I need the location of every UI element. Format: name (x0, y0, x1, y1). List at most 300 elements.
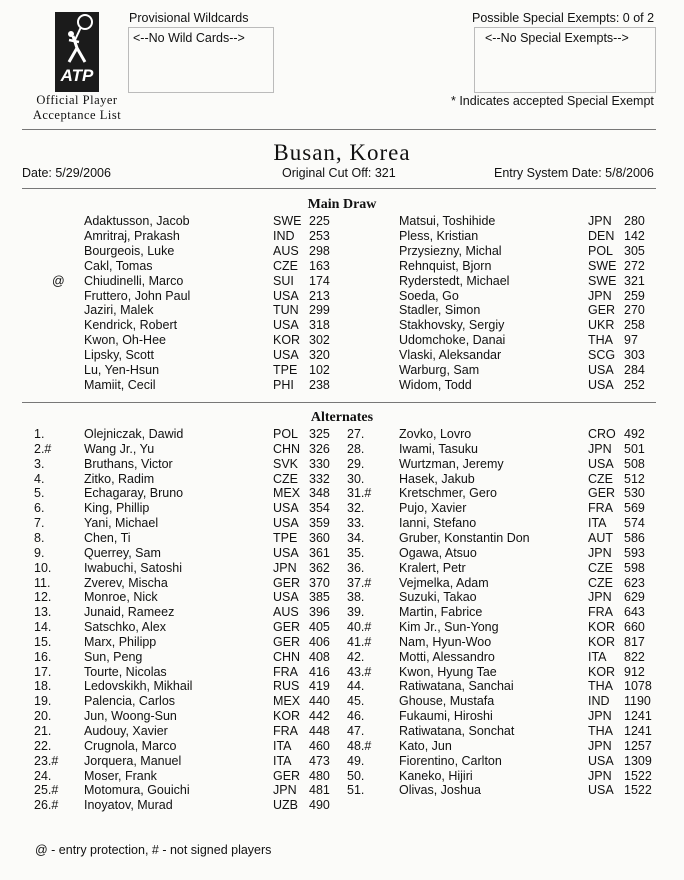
player-rank: 370 (309, 575, 330, 590)
player-rank: 330 (309, 456, 330, 471)
player-country: CHN (273, 441, 301, 456)
player-name: Stakhovsky, Sergiy (399, 318, 505, 333)
legend: @ - entry protection, # - not signed players (35, 843, 272, 857)
alternate-number: 38. (347, 590, 365, 605)
player-country: FRA (273, 724, 298, 738)
player-country: JPN (588, 288, 612, 303)
player-name: Palencia, Carlos (84, 694, 176, 709)
alternate-number: 40.# (347, 620, 372, 635)
alternate-number: 19. (34, 694, 52, 709)
alternate-number: 45. (347, 694, 365, 709)
player-rank: 97 (624, 333, 638, 348)
player-rank: 1078 (624, 679, 652, 694)
player-name: Lu, Yen-Hsun (84, 363, 160, 377)
player-rank: 416 (309, 664, 330, 679)
player-name: Gruber, Konstantin Don (399, 530, 530, 545)
alternate-row (0, 665, 684, 680)
player-name: Soeda, Go (399, 288, 459, 303)
alternate-number: 49. (347, 753, 365, 768)
player-country: ITA (273, 738, 292, 753)
player-rank: 492 (624, 427, 645, 441)
alternate-row (0, 635, 684, 650)
player-country: JPN (588, 441, 612, 456)
player-country: RUS (273, 679, 300, 694)
player-name: Zitko, Radim (84, 471, 155, 486)
player-country: CZE (588, 560, 613, 575)
player-name: Junaid, Rameez (84, 605, 175, 620)
alternate-row (0, 531, 684, 546)
player-name: Fukaumi, Hiroshi (399, 709, 493, 724)
player-rank: 440 (309, 694, 330, 709)
player-rank: 1241 (624, 709, 652, 724)
main-draw-title: Main Draw (307, 197, 377, 212)
wildcards-box (128, 27, 274, 93)
player-rank: 419 (309, 679, 330, 694)
player-country: POL (273, 427, 299, 441)
player-rank: 320 (309, 348, 330, 363)
player-rank: 318 (309, 318, 330, 333)
player-name: Kralert, Petr (399, 560, 466, 575)
player-country: IND (273, 228, 295, 243)
alternate-row (0, 783, 684, 798)
alternate-number: 51. (347, 783, 365, 798)
alternate-number: 8. (34, 530, 45, 545)
original-cutoff: Original Cut Off: 321 (282, 166, 396, 180)
player-country: KOR (273, 709, 301, 724)
player-name: Motti, Alessandro (399, 649, 495, 664)
alternate-number: 15. (34, 634, 52, 649)
player-rank: 1522 (624, 783, 652, 798)
player-name: Amritraj, Prakash (84, 228, 180, 243)
player-country: USA (588, 363, 614, 377)
alternate-row (0, 798, 684, 813)
player-country: SVK (273, 456, 299, 471)
player-name: Kendrick, Robert (84, 318, 178, 333)
player-country: CZE (273, 258, 298, 273)
player-rank: 102 (309, 363, 330, 377)
player-name: Echagaray, Bruno (84, 486, 184, 501)
player-name: Crugnola, Marco (84, 738, 177, 753)
alternate-row (0, 605, 684, 620)
player-name: Nam, Hyun-Woo (399, 634, 492, 649)
player-rank: 586 (624, 530, 645, 545)
player-name: Martin, Fabrice (399, 605, 483, 620)
main-draw-row (0, 274, 684, 289)
special-exempts-value: <--No Special Exempts--> (485, 31, 629, 45)
player-rank: 385 (309, 590, 330, 605)
main-draw-row (0, 303, 684, 318)
alternate-number: 23.# (34, 753, 59, 768)
alternate-number: 22. (34, 738, 52, 753)
player-rank: 406 (309, 634, 330, 649)
player-country: USA (273, 516, 299, 531)
alternate-row (0, 486, 684, 501)
player-name: Olivas, Joshua (399, 783, 481, 798)
player-country: TPE (273, 363, 298, 377)
player-rank: 660 (624, 620, 645, 635)
player-country: KOR (588, 664, 616, 679)
player-country: UKR (588, 318, 615, 333)
player-rank: 593 (624, 545, 645, 560)
player-name: Chen, Ti (84, 530, 131, 545)
player-country: USA (273, 348, 299, 363)
alternate-number: 1. (34, 427, 45, 441)
player-rank: 142 (624, 228, 645, 243)
player-name: Zverev, Mischa (84, 575, 168, 590)
player-name: Ratiwatana, Sonchat (399, 724, 515, 738)
divider (22, 129, 656, 130)
player-country: JPN (588, 545, 612, 560)
alternate-row (0, 679, 684, 694)
main-draw-row (0, 348, 684, 363)
player-name: Sun, Peng (84, 649, 143, 664)
player-rank: 362 (309, 560, 330, 575)
player-country: JPN (588, 214, 612, 228)
player-country: POL (588, 243, 614, 258)
player-name: Udomchoke, Danai (399, 333, 506, 348)
player-country: ITA (588, 516, 607, 531)
wildcards-value: <--No Wild Cards--> (133, 31, 245, 45)
player-rank: 1241 (624, 724, 652, 738)
alternate-row (0, 472, 684, 487)
player-rank: 501 (624, 441, 645, 456)
player-name: Jorquera, Manuel (84, 753, 182, 768)
player-name: Iwami, Tasuku (399, 441, 478, 456)
player-name: Moser, Frank (84, 768, 157, 783)
alternate-number: 34. (347, 530, 365, 545)
player-name: Kato, Jun (399, 738, 452, 753)
player-name: Mamiit, Cecil (84, 377, 156, 392)
alternate-number: 27. (347, 427, 365, 441)
player-rank: 302 (309, 333, 330, 348)
player-name: Bruthans, Victor (84, 456, 173, 471)
main-draw-row (0, 363, 684, 378)
player-rank: 629 (624, 590, 645, 605)
alternate-number: 10. (34, 560, 52, 575)
entry-mark: @ (52, 273, 65, 288)
player-country: DEN (588, 228, 615, 243)
alternate-row (0, 694, 684, 709)
player-country: FRA (588, 605, 613, 620)
special-exempts-label: Possible Special Exempts: 0 of 2 (472, 11, 655, 25)
player-country: CHN (273, 649, 301, 664)
player-name: Jun, Woong-Sun (84, 709, 177, 724)
player-country: FRA (588, 501, 613, 516)
player-name: Kwon, Hyung Tae (399, 664, 497, 679)
player-name: Inoyatov, Murad (84, 798, 173, 813)
main-draw-row (0, 289, 684, 304)
alternate-number: 21. (34, 724, 52, 738)
player-country: SWE (588, 258, 617, 273)
player-rank: 252 (624, 377, 645, 392)
player-name: Monroe, Nick (84, 590, 158, 605)
alternate-row (0, 590, 684, 605)
alternate-number: 48.# (347, 738, 372, 753)
player-rank: 448 (309, 724, 330, 738)
player-country: THA (588, 724, 613, 738)
main-draw-row (0, 229, 684, 244)
player-rank: 408 (309, 649, 330, 664)
player-name: Ogawa, Atsuo (399, 545, 477, 560)
player-name: Marx, Philipp (84, 634, 157, 649)
main-draw-row (0, 214, 684, 229)
alternate-number: 36. (347, 560, 365, 575)
alternates-title: Alternates (310, 410, 374, 425)
main-draw-row (0, 333, 684, 348)
player-country: USA (588, 783, 614, 798)
player-name: Stadler, Simon (399, 303, 481, 318)
divider (22, 402, 656, 403)
player-country: KOR (588, 634, 616, 649)
alternate-row (0, 576, 684, 591)
player-rank: 405 (309, 620, 330, 635)
player-name: Ghouse, Mustafa (399, 694, 495, 709)
player-rank: 303 (624, 348, 645, 363)
player-rank: 490 (309, 798, 330, 813)
player-country: MEX (273, 694, 301, 709)
player-country: ITA (588, 649, 607, 664)
player-country: JPN (588, 768, 612, 783)
player-country: USA (273, 288, 299, 303)
player-rank: 321 (624, 273, 645, 288)
player-rank: 460 (309, 738, 330, 753)
player-rank: 270 (624, 303, 645, 318)
player-rank: 623 (624, 575, 645, 590)
player-name: Fiorentino, Carlton (399, 753, 502, 768)
player-name: Widom, Todd (399, 377, 472, 392)
alternate-row (0, 546, 684, 561)
player-name: Motomura, Gouichi (84, 783, 190, 798)
alternate-number: 11. (34, 575, 51, 590)
main-draw-row (0, 318, 684, 333)
alternate-number: 7. (34, 516, 45, 531)
alternate-number: 5. (34, 486, 45, 501)
player-name: Yani, Michael (84, 516, 159, 531)
alternate-row (0, 457, 684, 472)
divider (22, 188, 656, 189)
player-rank: 326 (309, 441, 330, 456)
player-rank: 442 (309, 709, 330, 724)
alternate-row (0, 769, 684, 784)
player-rank: 280 (624, 214, 645, 228)
player-country: JPN (273, 783, 297, 798)
player-country: USA (588, 456, 614, 471)
alternate-row (0, 501, 684, 516)
alternate-number: 44. (347, 679, 365, 694)
alternate-number: 4. (34, 471, 45, 486)
player-rank: 305 (624, 243, 645, 258)
player-name: Iwabuchi, Satoshi (84, 560, 182, 575)
alternate-number: 42. (347, 649, 365, 664)
alternate-row (0, 739, 684, 754)
player-name: Ianni, Stefano (399, 516, 477, 531)
special-exempt-note: * Indicates accepted Special Exempt (451, 94, 654, 108)
player-country: KOR (588, 620, 616, 635)
player-name: Wang Jr., Yu (84, 441, 155, 456)
player-rank: 598 (624, 560, 645, 575)
player-name: Kwon, Oh-Hee (84, 333, 166, 348)
player-country: SUI (273, 273, 294, 288)
player-country: FRA (273, 664, 298, 679)
player-name: Jaziri, Malek (84, 303, 154, 318)
atp-logo-text: ATP (60, 66, 94, 85)
player-country: JPN (273, 560, 297, 575)
player-country: CZE (273, 471, 298, 486)
alternate-number: 9. (34, 545, 45, 560)
alternate-number: 41.# (347, 634, 372, 649)
alternate-number: 17. (34, 664, 52, 679)
player-rank: 512 (624, 471, 645, 486)
player-name: Olejniczak, Dawid (84, 427, 184, 441)
alternate-number: 39. (347, 605, 365, 620)
player-name: Ledovskikh, Mikhail (84, 679, 193, 694)
player-country: CZE (588, 471, 613, 486)
alternate-number: 43.# (347, 664, 372, 679)
player-rank: 480 (309, 768, 330, 783)
player-country: USA (273, 501, 299, 516)
player-country: SWE (588, 273, 617, 288)
alternate-row (0, 516, 684, 531)
alternate-row (0, 427, 684, 442)
player-country: AUS (273, 243, 299, 258)
player-rank: 643 (624, 605, 645, 620)
player-name: Lipsky, Scott (84, 348, 154, 363)
player-country: TUN (273, 303, 299, 318)
player-country: THA (588, 333, 613, 348)
player-country: USA (273, 590, 299, 605)
special-exempts-box (474, 27, 656, 93)
player-rank: 473 (309, 753, 330, 768)
player-country: GER (588, 486, 616, 501)
player-name: Warburg, Sam (399, 363, 480, 377)
player-rank: 332 (309, 471, 330, 486)
tournament-title: Busan, Korea (273, 140, 411, 165)
player-rank: 163 (309, 258, 330, 273)
alternate-row (0, 442, 684, 457)
alternate-number: 2.# (34, 441, 52, 456)
player-name: Pless, Kristian (399, 228, 479, 243)
player-name: Ratiwatana, Sanchai (399, 679, 514, 694)
alternate-number: 13. (34, 605, 52, 620)
player-rank: 299 (309, 303, 330, 318)
player-name: Vejmelka, Adam (399, 575, 489, 590)
alternate-number: 20. (34, 709, 52, 724)
player-rank: 272 (624, 258, 645, 273)
player-rank: 258 (624, 318, 645, 333)
alternate-row (0, 754, 684, 769)
player-name: Fruttero, John Paul (84, 288, 191, 303)
player-country: GER (273, 634, 301, 649)
entry-system-date: Entry System Date: 5/8/2006 (494, 166, 654, 180)
player-rank: 253 (309, 228, 330, 243)
player-name: Cakl, Tomas (84, 258, 153, 273)
player-country: JPN (588, 738, 612, 753)
alternate-number: 24. (34, 768, 52, 783)
alternate-number: 47. (347, 724, 365, 738)
main-draw-row (0, 244, 684, 259)
player-rank: 298 (309, 243, 330, 258)
player-rank: 822 (624, 649, 645, 664)
alternate-number: 12. (34, 590, 52, 605)
provisional-wildcards-label: Provisional Wildcards (129, 11, 249, 25)
player-country: UZB (273, 798, 298, 813)
alternate-row (0, 620, 684, 635)
alternate-number: 26.# (34, 798, 59, 813)
player-name: Zovko, Lovro (399, 427, 472, 441)
player-name: Kretschmer, Gero (399, 486, 497, 501)
player-rank: 360 (309, 530, 330, 545)
player-rank: 259 (624, 288, 645, 303)
player-rank: 348 (309, 486, 330, 501)
alternate-number: 25.# (34, 783, 59, 798)
player-country: SCG (588, 348, 616, 363)
alternate-number: 32. (347, 501, 365, 516)
player-rank: 225 (309, 214, 330, 228)
list-date: Date: 5/29/2006 (22, 166, 111, 180)
alternate-number: 28. (347, 441, 365, 456)
player-rank: 1257 (624, 738, 652, 753)
player-country: USA (588, 753, 614, 768)
alternate-number: 31.# (347, 486, 372, 501)
alternate-number: 29. (347, 456, 365, 471)
alternate-number: 3. (34, 456, 45, 471)
player-rank: 213 (309, 288, 330, 303)
player-country: PHI (273, 377, 294, 392)
alternate-number: 46. (347, 709, 365, 724)
player-country: GER (273, 620, 301, 635)
player-country: ITA (273, 753, 292, 768)
player-name: Ryderstedt, Michael (399, 273, 510, 288)
player-rank: 361 (309, 545, 330, 560)
player-rank: 1190 (624, 694, 651, 709)
player-country: USA (273, 318, 299, 333)
player-rank: 354 (309, 501, 330, 516)
player-name: Audouy, Xavier (84, 724, 168, 738)
player-rank: 174 (309, 273, 330, 288)
player-name: Suzuki, Takao (399, 590, 477, 605)
alternate-row (0, 561, 684, 576)
player-rank: 530 (624, 486, 645, 501)
player-country: GER (273, 768, 301, 783)
player-country: IND (588, 694, 610, 709)
alternate-number: 14. (34, 620, 52, 635)
alternate-number: 18. (34, 679, 52, 694)
player-country: GER (588, 303, 616, 318)
player-country: AUT (588, 530, 613, 545)
player-country: THA (588, 679, 613, 694)
player-rank: 238 (309, 377, 330, 392)
alternate-number: 37.# (347, 575, 372, 590)
main-draw-row (0, 378, 684, 393)
player-country: CRO (588, 427, 616, 441)
official-list-label: Official Player Acceptance List (32, 93, 122, 122)
player-name: Hasek, Jakub (399, 471, 475, 486)
player-rank: 569 (624, 501, 645, 516)
alternate-number: 16. (34, 649, 52, 664)
alternate-number: 6. (34, 501, 45, 516)
player-rank: 1522 (624, 768, 652, 783)
player-country: USA (273, 545, 299, 560)
player-country: JPN (588, 590, 612, 605)
player-name: Pujo, Xavier (399, 501, 467, 516)
player-country: GER (273, 575, 301, 590)
player-rank: 481 (309, 783, 330, 798)
player-name: Satschko, Alex (84, 620, 166, 635)
player-country: MEX (273, 486, 301, 501)
player-name: Rehnquist, Bjorn (399, 258, 492, 273)
player-rank: 325 (309, 427, 330, 441)
tennis-player-logo-icon (55, 12, 99, 68)
